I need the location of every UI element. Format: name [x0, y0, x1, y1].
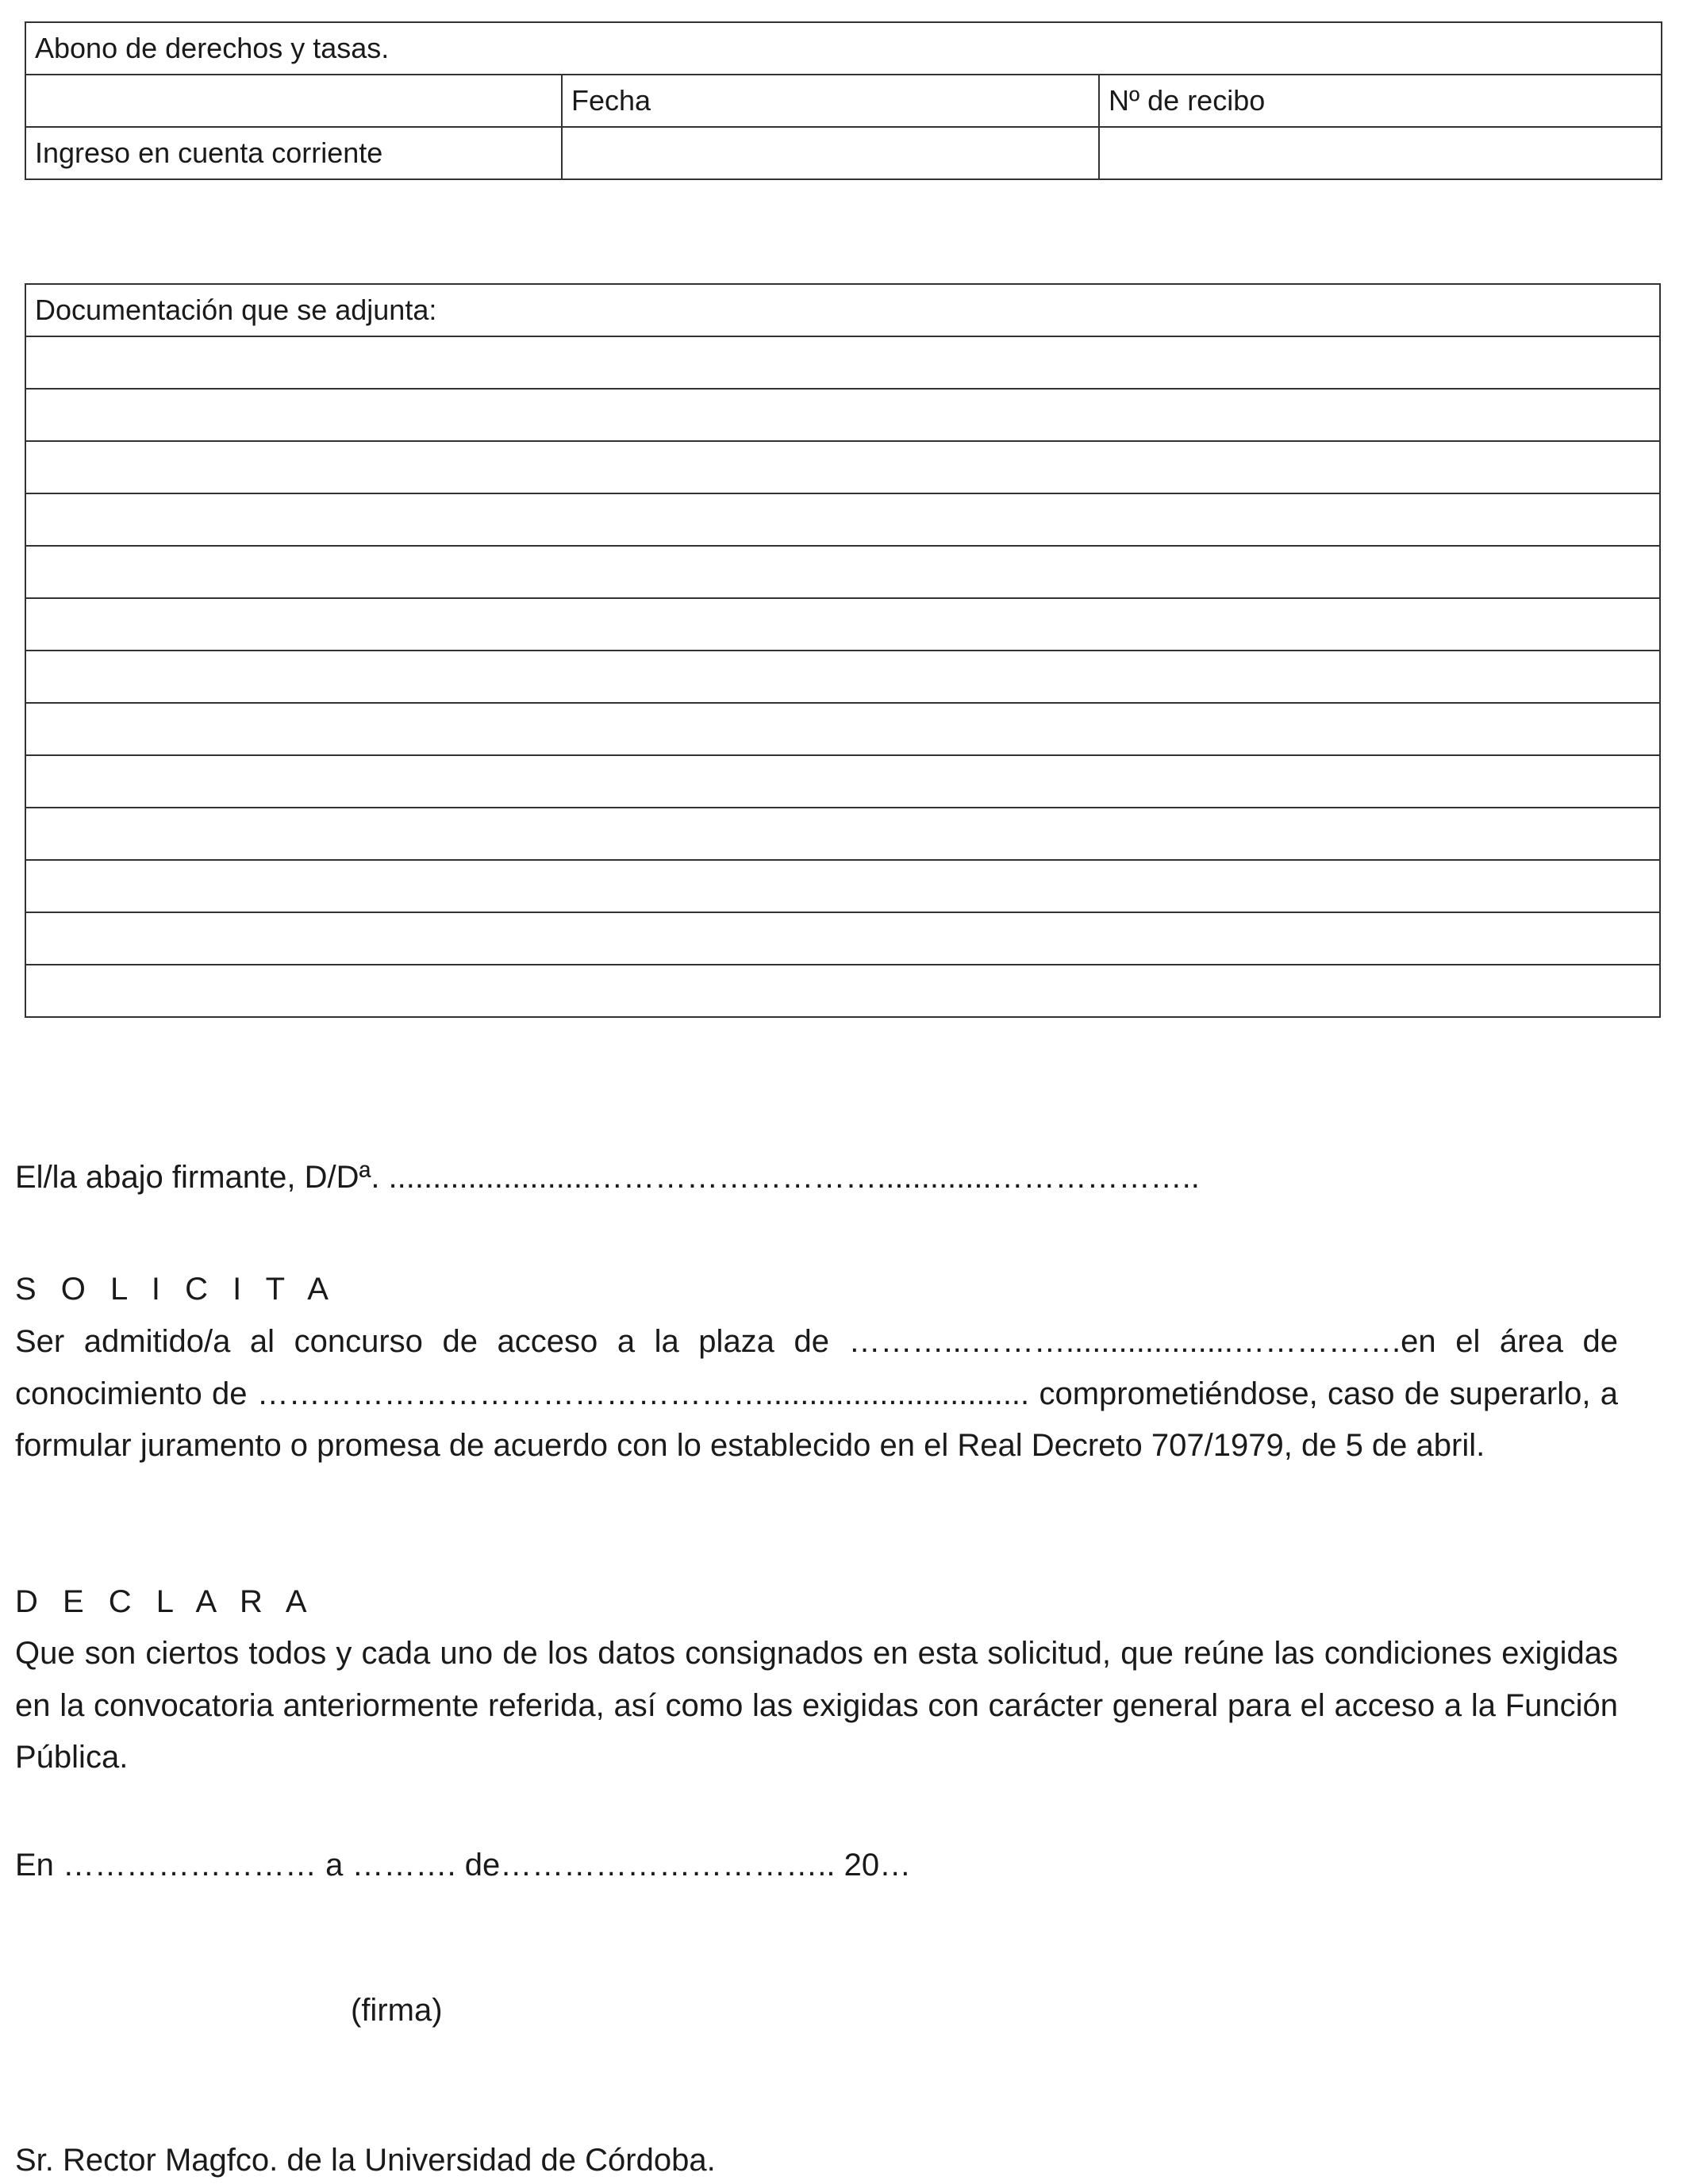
documents-title-row	[25, 284, 1660, 336]
document-row	[25, 336, 1660, 389]
declara-text: Que son ciertos todos y cada uno de los datos consignados en esta solicitud, que reúne las condiciones exigidas en la convocatoria anteriormente referida, así como las exigidas con carácter general para el acceso a la Función Pública.	[15, 1636, 1618, 1775]
document-row	[25, 755, 1660, 808]
document-entry-field[interactable]	[25, 336, 1660, 389]
document-entry-field[interactable]	[25, 441, 1660, 493]
place-date-line: En …………………… a ………. de………………………….. 20…	[15, 1848, 912, 1883]
fees-row-label: Ingreso en cuenta corriente	[25, 127, 562, 179]
document-entry-field[interactable]	[25, 651, 1660, 703]
document-entry-field[interactable]	[25, 808, 1660, 860]
solicita-heading: S O L I C I T A	[15, 1272, 336, 1307]
document-entry-field[interactable]	[25, 493, 1660, 546]
fees-data-row	[25, 127, 1662, 179]
solicita-text: Ser admitido/a al concurso de acceso a la plaza de ………...………...................…………….en el área de conocimiento de ………………………………………….............................. comprometiéndose, caso de superarlo, a formular juramento o promesa de acuerdo con lo establecido en el Real Decreto 707/1979, de 5 de abril.	[15, 1324, 1618, 1463]
document-entry-field[interactable]	[25, 703, 1660, 755]
document-row	[25, 965, 1660, 1017]
document-row	[25, 598, 1660, 651]
document-row	[25, 651, 1660, 703]
document-entry-field[interactable]	[25, 965, 1660, 1017]
fees-table	[25, 21, 1662, 180]
signer-line: El/la abajo firmante, D/Dª. .......................……………………….............………………..	[15, 1160, 1200, 1195]
signature-label: (firma)	[351, 1993, 443, 2028]
declara-heading: D E C L A R A	[15, 1584, 315, 1619]
document-row	[25, 808, 1660, 860]
documents-title: Documentación que se adjunta:	[25, 284, 1660, 336]
fees-header-row	[25, 75, 1662, 127]
document-entry-field[interactable]	[25, 598, 1660, 651]
document-row	[25, 493, 1660, 546]
document-entry-field[interactable]	[25, 389, 1660, 441]
document-row	[25, 703, 1660, 755]
fees-date-header: Fecha	[562, 75, 1099, 127]
document-entry-field[interactable]	[25, 546, 1660, 598]
document-row	[25, 860, 1660, 912]
fees-title: Abono de derechos y tasas.	[25, 22, 1662, 75]
fees-title-row	[25, 22, 1662, 75]
document-row	[25, 389, 1660, 441]
fees-receipt-field[interactable]	[1099, 127, 1662, 179]
fees-receipt-header: Nº de recibo	[1099, 75, 1662, 127]
document-row	[25, 546, 1660, 598]
document-entry-field[interactable]	[25, 860, 1660, 912]
document-entry-field[interactable]	[25, 755, 1660, 808]
fees-header-empty-cell	[25, 75, 562, 127]
addressee: Sr. Rector Magfco. de la Universidad de Córdoba.	[15, 2143, 716, 2178]
document-row	[25, 912, 1660, 965]
documents-table	[25, 283, 1661, 1018]
document-row	[25, 441, 1660, 493]
fees-date-field[interactable]	[562, 127, 1099, 179]
document-entry-field[interactable]	[25, 912, 1660, 965]
